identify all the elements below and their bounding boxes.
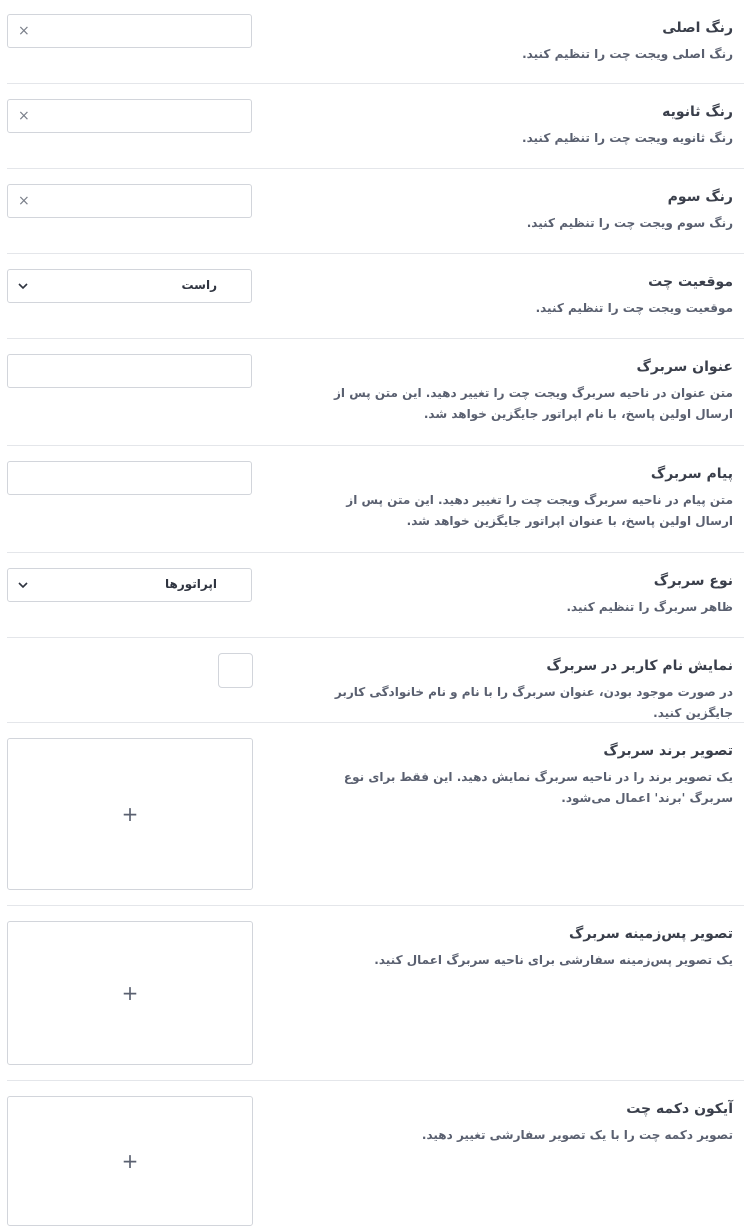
plus-icon: + [121,981,139,1005]
header-title-input[interactable] [7,354,252,388]
select-value: راست [181,278,217,292]
setting-chat-button-icon [7,1081,744,1229]
setting-info [313,187,733,234]
chat-button-icon-upload[interactable] [7,1096,253,1226]
setting-title: پیام سربرگ [650,466,733,482]
setting-chat-position [7,254,744,339]
header-type-select[interactable] [7,568,252,602]
setting-tertiary-color [7,169,744,254]
clear-icon[interactable]: × [18,193,30,209]
setting-header-type [7,553,744,638]
setting-title: رنگ سوم [667,189,733,205]
setting-info [313,924,733,971]
clear-icon[interactable]: × [18,108,30,124]
show-user-name-checkbox[interactable] [218,653,253,688]
setting-description: متن پیام در ناحیه سربرگ ویجت چت را تغییر دهید. این متن پس از ارسال اولین پاسخ، با عنوان اپراتور جایگزین خواهد شد. [346,493,733,528]
setting-title: رنگ ثانویه [662,104,733,120]
chat-position-select[interactable] [7,269,252,303]
setting-description: رنگ اصلی ویجت چت را تنظیم کنید. [522,47,733,61]
setting-show-user-name [7,638,744,723]
setting-background-image [7,906,744,1081]
primary-color-input[interactable] [7,14,252,48]
setting-secondary-color [7,84,744,169]
setting-title: نمایش نام کاربر در سربرگ [546,658,733,674]
setting-info [313,1099,733,1146]
clear-icon[interactable]: × [18,23,30,39]
setting-info [313,102,733,149]
setting-primary-color [7,0,744,84]
plus-icon: + [121,1149,139,1173]
setting-description: یک تصویر برند را در ناحیه سربرگ نمایش دهید. این فقط برای نوع سربرگ 'برند' اعمال می‌شود. [343,770,733,805]
setting-info [313,272,733,319]
setting-title: آیکون دکمه چت [626,1101,733,1117]
chevron-down-icon [17,280,29,292]
select-value: اپراتورها [165,577,217,591]
chevron-down-icon [17,579,29,591]
setting-description: رنگ ثانویه ویجت چت را تنظیم کنید. [522,131,733,145]
header-message-input[interactable] [7,461,252,495]
setting-title: تصویر پس‌زمینه سربرگ [568,926,733,942]
setting-description: رنگ سوم ویجت چت را تنظیم کنید. [526,216,733,230]
setting-description: در صورت موجود بودن، عنوان سربرگ را با نام و نام خانوادگی کاربر جایگزین کنید. [334,685,733,720]
setting-description: یک تصویر پس‌زمینه سفارشی برای ناحیه سربرگ اعمال کنید. [374,953,733,967]
setting-description: تصویر دکمه چت را با یک تصویر سفارشی تغییر دهید. [421,1128,733,1142]
setting-info [313,571,733,618]
setting-info [313,656,733,724]
plus-icon: + [121,802,139,826]
setting-header-message [7,446,744,553]
setting-title: نوع سربرگ [653,573,733,589]
setting-title: عنوان سربرگ [636,359,733,375]
setting-title: موقعیت چت [648,274,733,290]
setting-info [313,357,733,425]
setting-title: رنگ اصلی [662,20,733,36]
setting-header-title [7,339,744,446]
setting-description: موقعیت ویجت چت را تنظیم کنید. [535,301,733,315]
secondary-color-input[interactable] [7,99,252,133]
setting-title: تصویر برند سربرگ [603,743,733,759]
brand-image-upload[interactable] [7,738,253,890]
setting-info [313,741,733,809]
setting-description: متن عنوان در ناحیه سربرگ ویجت چت را تغییر دهید. این متن پس از ارسال اولین پاسخ، با نام اپراتور جایگزین خواهد شد. [334,386,733,421]
background-image-upload[interactable] [7,921,253,1065]
setting-description: ظاهر سربرگ را تنظیم کنید. [566,600,733,614]
setting-brand-image [7,723,744,906]
setting-info [313,18,733,65]
setting-info [313,464,733,532]
tertiary-color-input[interactable] [7,184,252,218]
